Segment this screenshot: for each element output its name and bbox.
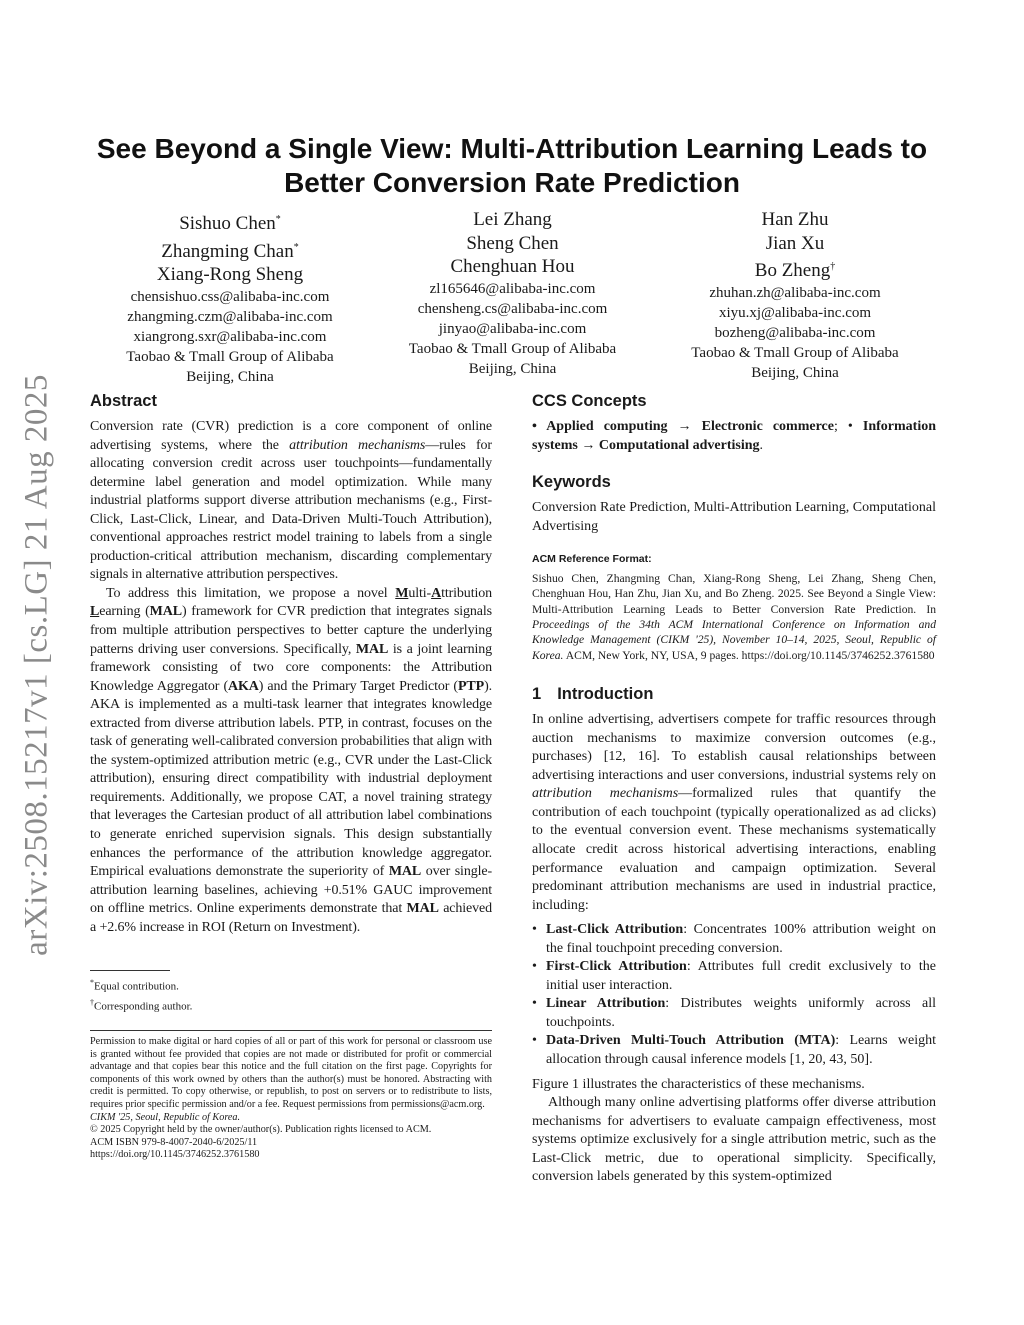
list-item: • First-Click Attribution: Attributes full credit exclusively to the initial user interaction. xyxy=(532,958,936,995)
permission-text: Permission to make digital or hard copies of all or part of this work for personal or classroom use is granted without fee provided that copies are not made or distributed for profit or commercial advantage and that copies bear this notice and the full citation on the first page. Copyrights for components of this work owned by others than the author(s) must be honored. Abstracting with credit is permitted. To copy otherwise, or republish, to post on servers or to redistribute to lists, requires prior specific permission and/or a fee. Request permissions from permissions@acm.org. xyxy=(90,1036,492,1110)
footnote-equal-contribution: *Equal contribution. xyxy=(90,978,179,993)
doi-link[interactable]: https://doi.org/10.1145/3746252.3761580 xyxy=(90,1149,260,1161)
author-email[interactable]: zhuhan.zh@alibaba-inc.com xyxy=(709,284,881,301)
intro-paragraph-3: Although many online advertising platforms offer diverse attribution mechanisms for advertisers to evaluate campaign effectiveness, most systems optimize exclusively for a single attribution metric, such as the Last-Click metric, due to operational simplicity. Specifically, conversion labels generated by this system-optimized xyxy=(532,1095,936,1185)
author-column-1 xyxy=(90,208,370,387)
keywords-heading: Keywords xyxy=(532,473,611,492)
author-name: Sishuo Chen* xyxy=(179,213,281,234)
author-affiliation: Taobao & Tmall Group of Alibaba xyxy=(691,344,899,361)
abstract-paragraph-2: To address this limitation, we propose a novel Multi-Attribution Learning (MAL) framework for CVR prediction that integrates signals from multiple attribution perspectives to better capture the underlying patterns driving user conversions. Specifically, MAL is a joint learning framework consisting of two core components: the Attribution Knowledge Aggregator (AKA) and the Primary Target Predictor (PTP). AKA is implemented as a multi-task learner that integrates knowledge extracted from diverse attribution labels. PTP, in contrast, focuses on the task of generating well-calibrated conversion probabilities that align with the system-optimized attribution metric (e.g., CVR under the Last-Click attribution), ensuring direct compatibility with industrial deployment requirements. Additionally, we propose CAT, a novel training strategy that leverages the Cartesian product of all attribution label combinations to generate enriched supervision signals. This design substantially enhances the performance of the attribution knowledge aggregator. Empirical evaluations demonstrate the superiority of MAL over single-attribution learning baselines, achieving +0.51% GAUC improvement on offline metrics. Online experiments demonstrate that MAL achieved a +2.6% increase in ROI (Return on Investment). xyxy=(90,585,492,935)
author-email[interactable]: jinyao@alibaba-inc.com xyxy=(438,320,587,337)
copyright: © 2025 Copyright held by the owner/author(s). Publication rights licensed to ACM. xyxy=(90,1124,432,1136)
author-affiliation: Taobao & Tmall Group of Alibaba xyxy=(408,340,617,357)
ccs-heading: CCS Concepts xyxy=(532,392,647,410)
acm-reference-text: Sishuo Chen, Zhangming Chan, Xiang-Rong Sheng, Lei Zhang, Sheng Chen, Chenghuan Hou, Han Zhu, Jian Xu, and Bo Zheng. 2025. See Beyond a Single View: Multi-Attribution Learning Leads to Better Conversion Rate Prediction. In Proceedings of the 34th ACM International Conference on Information and Knowledge Management (CIKM '25), November 10–14, 2025, Seoul, Republic of Korea. ACM, New York, NY, USA, 9 pages. https://doi.org/10.1145/3746252.3761580 xyxy=(532,571,936,662)
venue: CIKM '25, Seoul, Republic of Korea. xyxy=(90,1111,241,1123)
permission-block xyxy=(90,1030,492,1162)
introduction-heading: 1 Introduction xyxy=(532,685,654,704)
author-column-2 xyxy=(373,208,653,387)
keywords-text: Conversion Rate Prediction, Multi-Attribution Learning, Computational Advertising xyxy=(532,500,936,534)
author-name: Zhangming Chan* xyxy=(161,240,299,262)
author-name: Jian Xu xyxy=(765,232,825,254)
author-location: Beijing, China xyxy=(186,368,274,385)
author-affiliation: Taobao & Tmall Group of Alibaba xyxy=(126,348,334,365)
author-email[interactable]: xiangrong.sxr@alibaba-inc.com xyxy=(133,328,327,345)
author-location: Beijing, China xyxy=(751,364,839,381)
author-email[interactable]: chensheng.cs@alibaba-inc.com xyxy=(417,300,608,317)
author-block xyxy=(90,208,935,387)
author-name: Bo Zheng† xyxy=(754,260,836,281)
author-name: Chenghuan Hou xyxy=(450,256,575,277)
attribution-mechanism-list xyxy=(532,921,936,1069)
left-column xyxy=(90,390,492,937)
author-name: Han Zhu xyxy=(761,209,829,230)
abstract-heading: Abstract xyxy=(90,392,157,410)
author-name: Sheng Chen xyxy=(466,232,559,254)
isbn: ACM ISBN 979-8-4007-2040-6/2025/11 xyxy=(90,1136,258,1148)
footnote-rule xyxy=(90,970,170,971)
abstract-paragraph-1: Conversion rate (CVR) prediction is a core component of online advertising systems, where the attribution mechanisms—rules for allocating conversion credit across user touchpoints—fundamentally determine label generation and model optimization. While many industrial platforms support diverse attribution mechanisms (e.g., First-Click, Last-Click, Linear, and Data-Driven Multi-Touch Attribution), conventional approaches restrict model training to labels from a single production-critical attribution mechanism, discarding complementary signals in alternative attribution perspectives. xyxy=(90,419,492,583)
paper-title: See Beyond a Single View: Multi-Attribution Learning Leads to Better Conversion Rate Prediction xyxy=(96,133,928,198)
author-email[interactable]: bozheng@alibaba-inc.com xyxy=(714,324,876,341)
arxiv-identifier: arXiv:2508.15217v1 [cs.LG] 21 Aug 2025 xyxy=(18,374,55,956)
author-email[interactable]: xiyu.xj@alibaba-inc.com xyxy=(718,304,872,321)
author-email[interactable]: zhangming.czm@alibaba-inc.com xyxy=(127,308,333,325)
footnote-corresponding-author: †Corresponding author. xyxy=(90,997,193,1013)
author-column-3 xyxy=(655,208,935,387)
author-name: Xiang-Rong Sheng xyxy=(156,264,304,285)
author-email[interactable]: zl165646@alibaba-inc.com xyxy=(429,280,596,297)
acm-reference-label: ACM Reference Format: xyxy=(532,553,652,566)
author-location: Beijing, China xyxy=(468,360,557,377)
intro-paragraph-2: Figure 1 illustrates the characteristics of these mechanisms. xyxy=(532,1076,865,1092)
list-item: • Linear Attribution: Distributes weights uniformly across all touchpoints. xyxy=(532,995,936,1032)
right-column xyxy=(532,390,936,1187)
ccs-concepts: • Applied computing → Electronic commerce; • Information systems → Computational advertising. xyxy=(532,419,937,453)
author-name: Lei Zhang xyxy=(473,209,552,230)
footnotes xyxy=(90,970,492,1014)
list-item: • Data-Driven Multi-Touch Attribution (MTA): Learns weight allocation through causal inference models [1, 20, 43, 50]. xyxy=(532,1032,936,1069)
list-item: • Last-Click Attribution: Concentrates 100% attribution weight on the final touchpoint preceding conversion. xyxy=(532,921,936,958)
intro-paragraph-1: In online advertising, advertisers compete for traffic resources through auction mechanisms to maximize conversion outcomes (e.g., purchases) [12, 16]. To establish causal relationships between advertising interactions and user conversions, industrial systems rely on attribution mechanisms—formalized rules that quantify the contribution of each touchpoint (typically operationalized as ad clicks) to the eventual conversion event. These mechanisms systematically allocate credit across historical advertising interactions, enabling performance evaluation and campaign optimization. Several predominant attribution mechanisms are used in industrial practice, including: xyxy=(532,712,936,913)
author-email[interactable]: chensishuo.css@alibaba-inc.com xyxy=(130,288,330,305)
